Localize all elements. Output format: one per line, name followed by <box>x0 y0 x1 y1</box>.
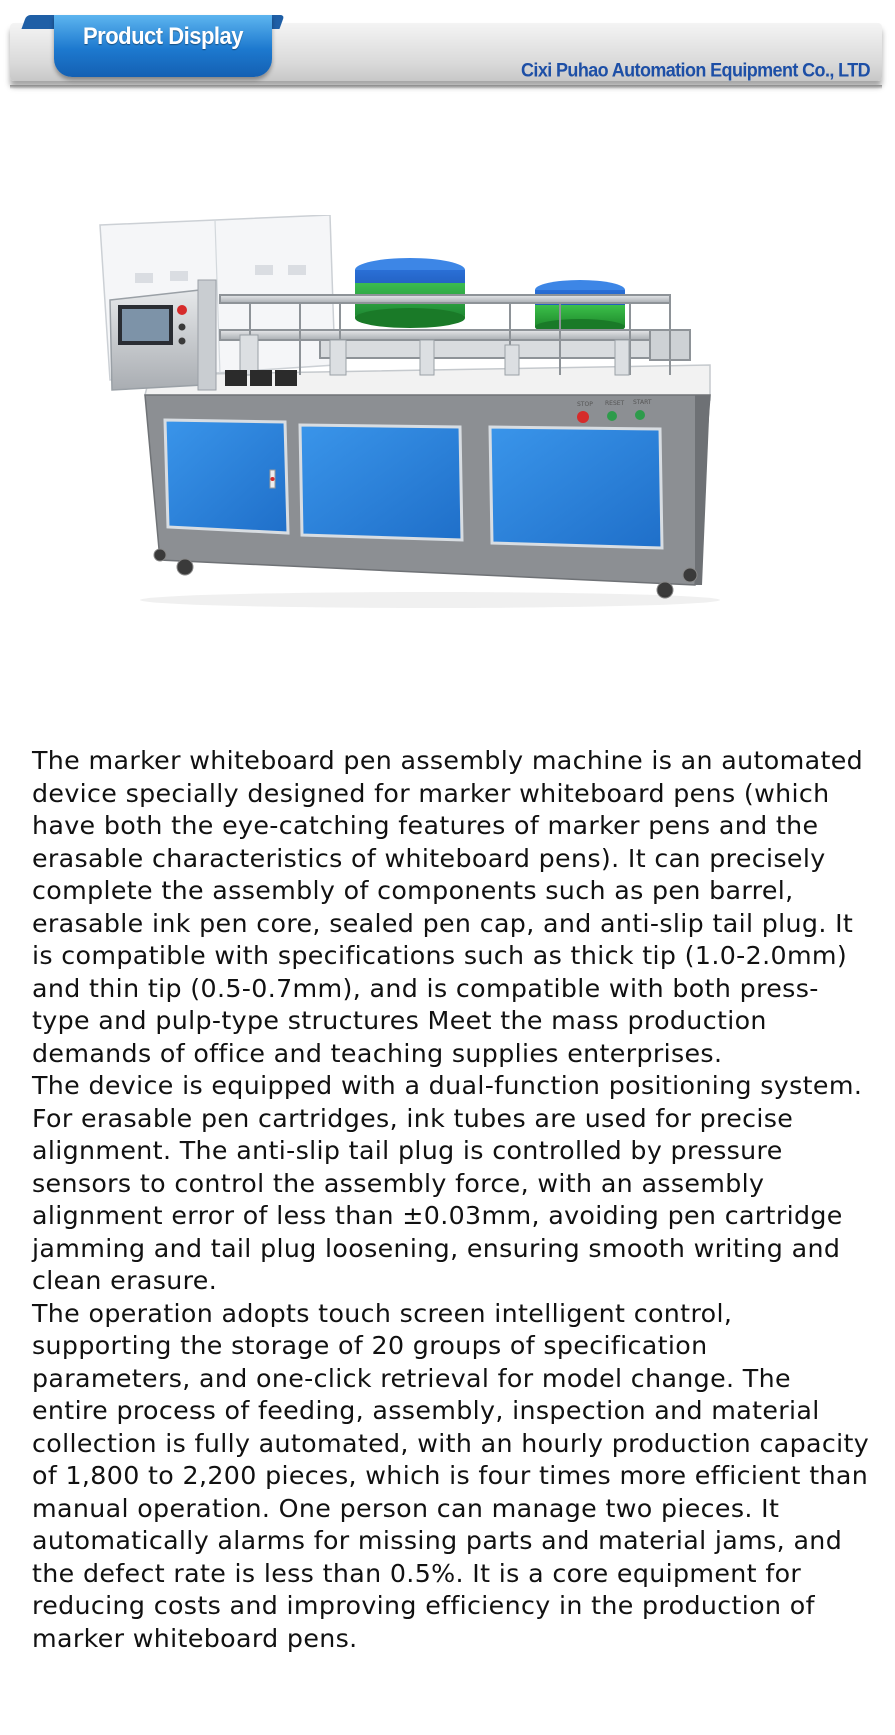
product-description <box>32 745 872 1655</box>
header-banner <box>4 15 888 97</box>
product-image <box>90 215 790 665</box>
part-trays <box>225 370 297 386</box>
reset-label: RESET <box>605 400 625 407</box>
feeder-bowl-green <box>535 280 625 335</box>
feeder-bowl-blue <box>355 258 465 328</box>
description-paragraph: The marker whiteboard pen assembly machine is an automated device specially designed for marker whiteboard pens (which have both the eye-catching features of marker pens and the erasable characteristics of whiteboard pens). It can precisely complete the assembly of components such as pen barrel, erasable ink pen core, sealed pen cap, and anti-slip tail plug. It is compatible with specifications such as thick tip (1.0-2.0mm) and thin tip (0.5-0.7mm), and is compatible with both press-type and pulp-type structures Meet the mass production demands of office and teaching supplies enterprises. <box>32 746 864 1068</box>
start-label: START <box>633 399 652 406</box>
tab-label: Product Display <box>83 21 243 50</box>
description-paragraph: The device is equipped with a dual-function positioning system. For erasable pen cartridges, ink tubes are used for precise alignment. The anti-slip tail plug is controlled by pressure sensors to control the assembly force, with an assembly alignment error of less than ±0.03mm, avoiding pen cartridge jamming and tail plug loosening, ensuring smooth writing and clean erasure. <box>32 1071 863 1295</box>
stop-label: STOP <box>577 401 593 408</box>
description-paragraph: The operation adopts touch screen intelligent control, supporting the storage of 20 groups of specification parameters, and one-click retrieval for model change. The entire process of feeding, assembly, inspection and material collection is fully automated, with an hourly production capacity of 1,800 to 2,200 pieces, which is four times more efficient than manual operation. One person can manage two pieces. It automatically alarms for missing parts and material jams, and the defect rate is less than 0.5%. It is a core equipment for reducing costs and improving efficiency in the production of marker whiteboard pens. <box>32 1298 870 1653</box>
cabinet <box>145 395 710 585</box>
product-display-tab <box>54 15 272 77</box>
company-name: Cixi Puhao Automation Equipment Co., LTD <box>521 58 870 81</box>
